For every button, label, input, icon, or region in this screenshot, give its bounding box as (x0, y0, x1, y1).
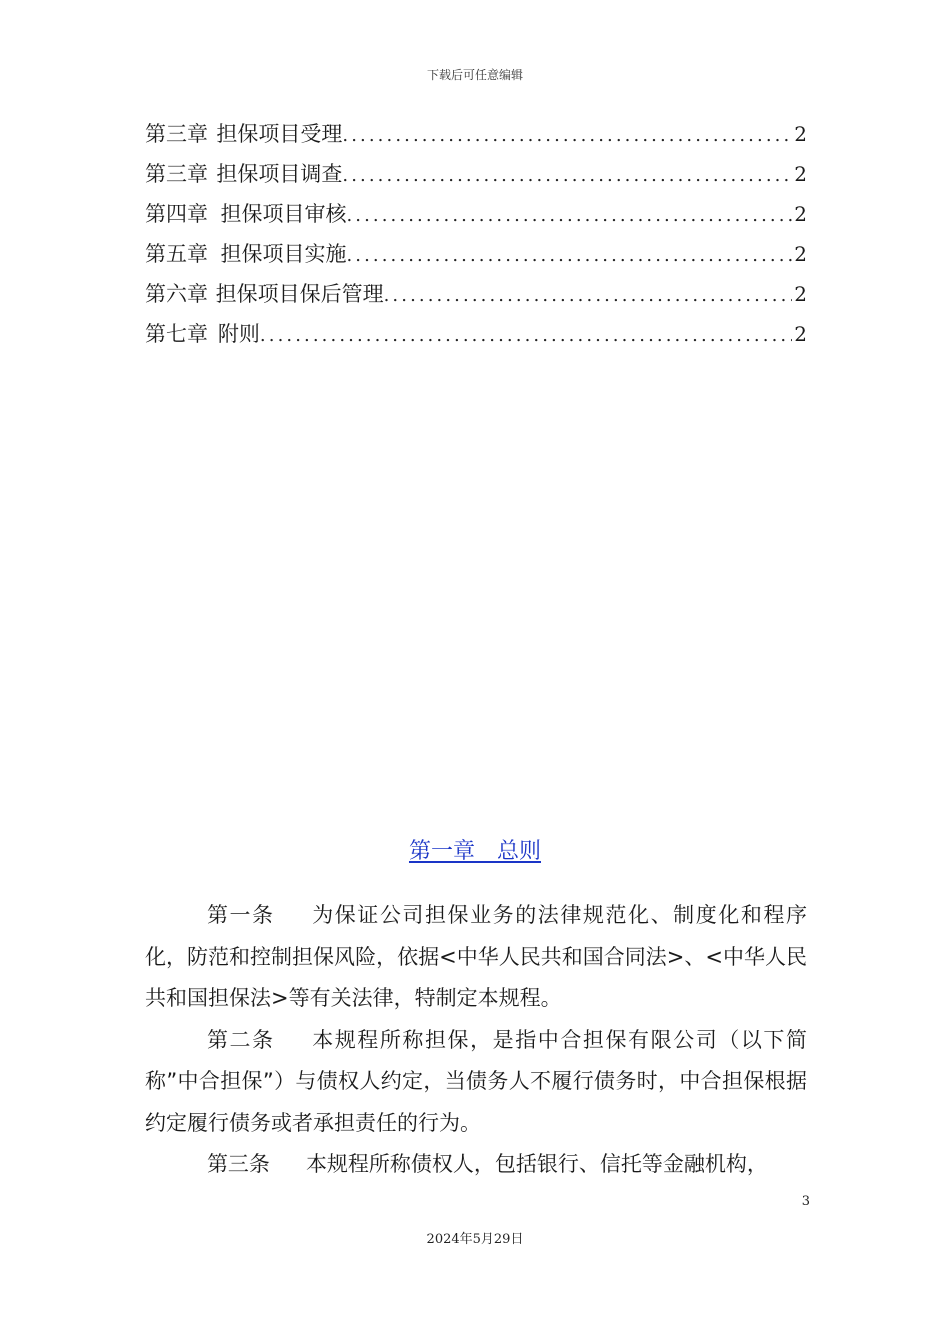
header-note: 下载后可任意编辑 (426, 68, 523, 82)
toc-chapter-title: 担保项目审核 (220, 202, 347, 226)
footer-date: 2024年5月29日 (426, 1232, 524, 1247)
article-text: 为保证公司担保业务的法律规范化、制度化和程序化，防范和控制担保风险，依据<中华人民共和国合同法>、<中华人民共和国担保法>等有关法律，特制定本规程。 (145, 903, 807, 1010)
toc-chapter-title: 担保项目调查 (216, 162, 343, 186)
toc-entry[interactable] (145, 198, 807, 238)
table-of-contents (145, 118, 807, 358)
article-label: 第一条 (206, 903, 275, 927)
body-text (145, 895, 807, 1186)
toc-chapter-title: 担保项目受理 (216, 122, 343, 146)
article-paragraph (145, 1144, 807, 1186)
toc-chapter-number: 第七章 (145, 322, 208, 346)
toc-dot-leader (384, 285, 793, 306)
article-label: 第二条 (206, 1027, 275, 1052)
toc-page-number: 2 (794, 122, 807, 146)
toc-dot-leader (346, 205, 792, 226)
toc-chapter-number: 第五章 (145, 242, 208, 266)
toc-entry[interactable] (145, 118, 807, 158)
toc-dot-leader (342, 125, 792, 146)
toc-chapter-number: 第四章 (145, 202, 208, 226)
toc-page-number: 2 (794, 322, 807, 346)
toc-page-number: 2 (794, 202, 807, 226)
article-label: 第三条 (206, 1152, 270, 1176)
toc-chapter-title: 担保项目实施 (220, 242, 347, 266)
toc-page-number: 2 (794, 162, 807, 186)
article-text: 本规程所称债权人，包括银行、信托等金融机构， (305, 1152, 768, 1176)
toc-chapter-number: 第三章 (145, 122, 208, 146)
toc-page-number: 2 (794, 242, 807, 266)
toc-dot-leader (342, 165, 792, 186)
toc-entry[interactable] (145, 158, 807, 198)
page-number: 3 (801, 1194, 810, 1209)
toc-chapter-number: 第三章 (145, 162, 208, 186)
article-paragraph (145, 1020, 807, 1145)
toc-chapter-title: 附则 (217, 322, 260, 346)
toc-dot-leader (260, 325, 792, 346)
toc-entry[interactable] (145, 238, 807, 278)
chapter-heading[interactable]: 第一章 总则 (408, 839, 541, 864)
toc-chapter-number: 第六章 (145, 282, 208, 306)
toc-chapter-title: 担保项目保后管理 (215, 282, 384, 306)
toc-entry[interactable] (145, 278, 807, 318)
article-text: 本规程所称担保，是指中合担保有限公司（以下简称”中合担保”）与债权人约定，当债务人不履行债务时，中合担保根据约定履行债务或者承担责任的行为。 (145, 1027, 807, 1135)
toc-dot-leader (346, 245, 792, 266)
toc-page-number: 2 (794, 282, 807, 306)
article-paragraph (145, 895, 807, 1020)
toc-entry[interactable] (145, 318, 807, 358)
